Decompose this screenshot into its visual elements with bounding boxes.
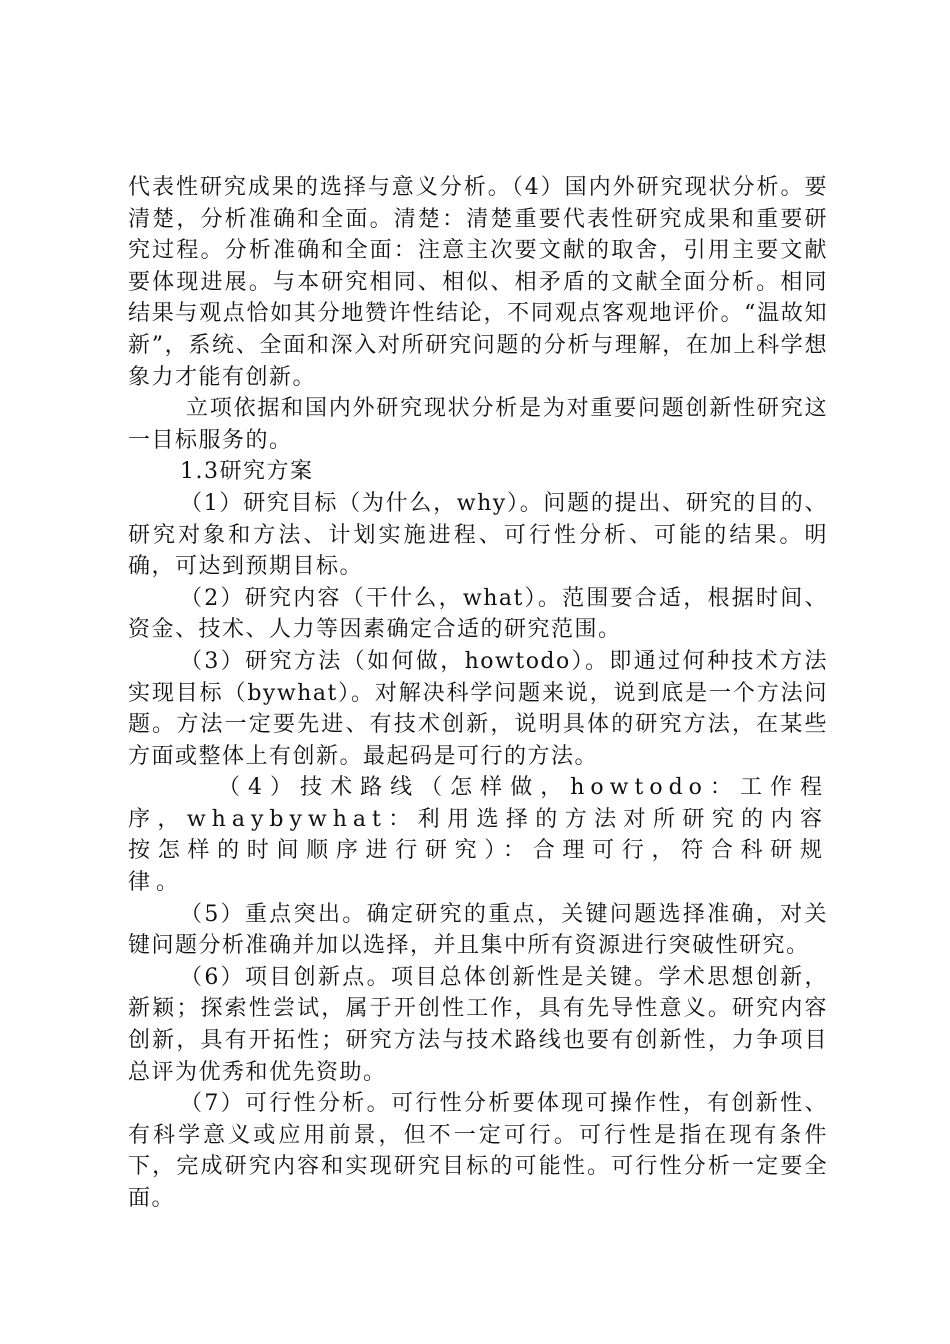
paragraph-feasibility: （7）可行性分析。可行性分析要体现可操作性，有创新性、有科学意义或应用前景，但不一定可行。可行性是指在现有条件下，完成研究内容和实现研究目标的可能性。可行性分析一定要全面。 [128, 1091, 828, 1211]
section-heading-research-plan: 1.3研究方案 [180, 459, 314, 485]
paragraph-innovation: （6）项目创新点。项目总体创新性是关键。学术思想创新，新颖；探索性尝试，属于开创性工作，具有先导性意义。研究内容创新，具有开拓性；研究方法与技术路线也要有创新性，力争项目总评为优秀和优先资助。 [128, 964, 828, 1085]
paragraph-basis-summary: 立项依据和国内外研究现状分析是为对重要问题创新性研究这一目标服务的。 [128, 396, 828, 453]
paragraph-research-content: （2）研究内容（干什么，what）。范围要合适，根据时间、资金、技术、人力等因素确定合适的研究范围。 [128, 585, 828, 643]
paragraph-research-status: 代表性研究成果的选择与意义分析。（4）国内外研究现状分析。要清楚，分析准确和全面。清楚：清楚重要代表性研究成果和重要研究过程。分析准确和全面：注意主次要文献的取舍，引用主要文献要体现进展。与本研究相同、相似、相矛盾的文献全面分析。相同结果与观点恰如其分地赞许性结论，不同观点客观地评价。“温故知新”，系统、全面和深入对所研究问题的分析与理解，在加上科学想象力才能有创新。 [128, 175, 828, 390]
paragraph-research-method: （3）研究方法（如何做，howtodo）。即通过何种技术方法实现目标（bywhat）。对解决科学问题来说，说到底是一个方法问题。方法一定要先进、有技术创新，说明具体的研究方法，在某些方面或整体上有创新。最起码是可行的方法。 [128, 648, 828, 769]
paragraph-research-goal: （1）研究目标（为什么，why）。问题的提出、研究的目的、研究对象和方法、计划实施进程、可行性分析、可能的结果。明确，可达到预期目标。 [128, 490, 828, 580]
document-body [128, 172, 828, 1215]
paragraph-technical-route: （4）技术路线（怎样做，howtodo：工作程序，whaybywhat：利用选择的方法对所研究的内容按怎样的时间顺序进行研究）：合理可行，符合科研规律。 [128, 775, 828, 896]
paragraph-key-points: （5）重点突出。确定研究的重点，关键问题选择准确，对关键问题分析准确并加以选择，并且集中所有资源进行突破性研究。 [128, 901, 828, 959]
